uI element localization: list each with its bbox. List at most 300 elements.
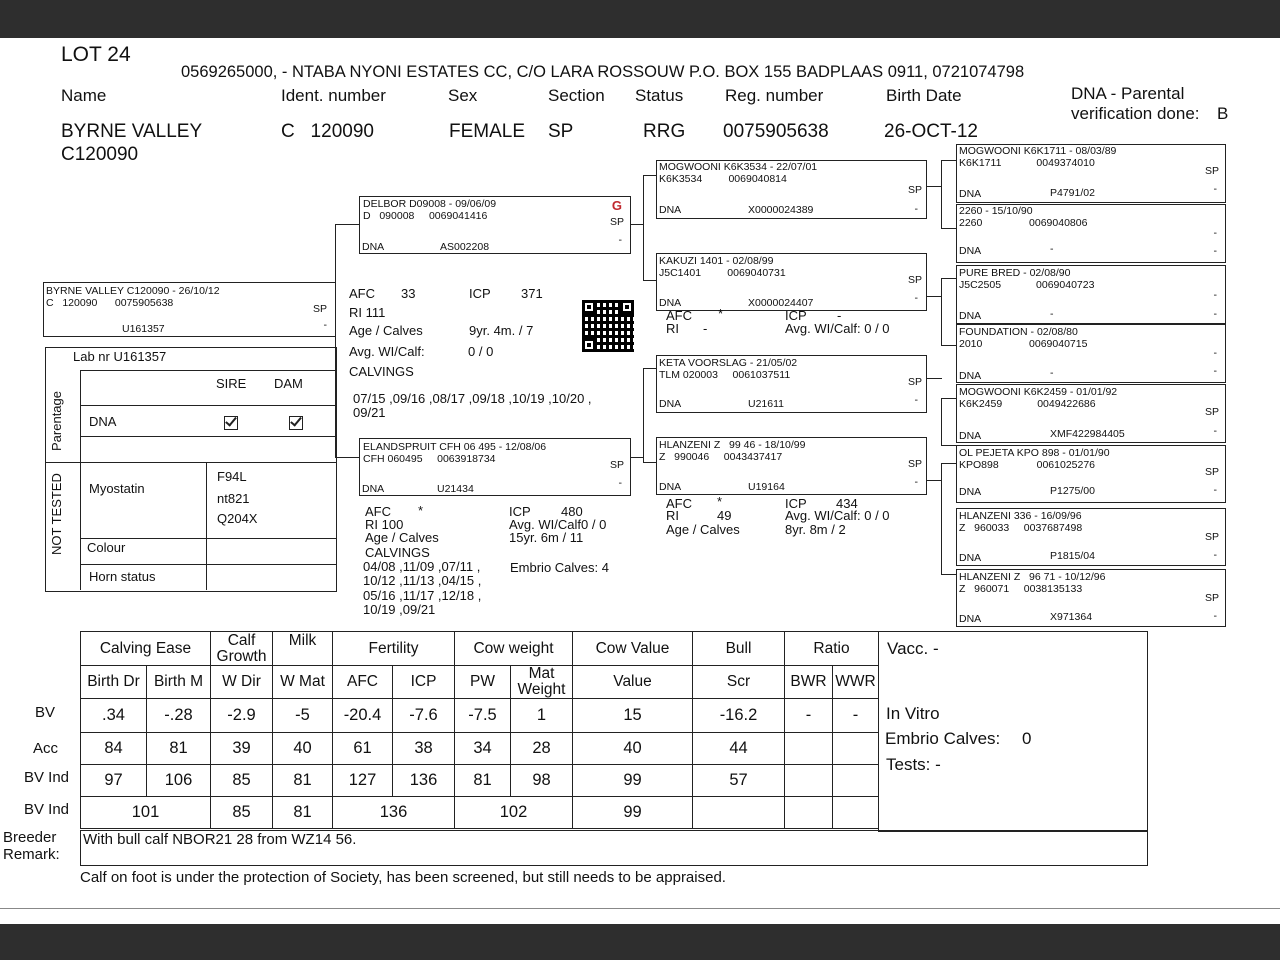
ggp-section: SP <box>1204 466 1219 478</box>
dam-wi: Avg. WI/Calf0 / 0 <box>509 517 607 532</box>
dam-calvings-line: 10/19 ,09/21 <box>363 602 436 617</box>
table-cell: 81 <box>273 765 333 797</box>
dam-calvings-line: 05/16 ,11/17 ,12/18 , <box>363 588 482 603</box>
gp-ids: TLM 020003 0061037511 <box>659 369 791 381</box>
animal-title: BYRNE VALLEY C120090 - 26/10/12 <box>46 285 220 297</box>
ggp-dna-label: DNA <box>959 613 982 625</box>
grandparent-box <box>656 437 927 495</box>
gp-dash: - <box>914 203 918 215</box>
value-reg: 0075905638 <box>723 121 829 142</box>
gp-title: KAKUZI 1401 - 02/08/99 <box>659 255 774 267</box>
gp4-icp-value: 434 <box>836 496 858 511</box>
group-header: Milk <box>273 632 333 666</box>
pedigree-line <box>643 175 657 176</box>
row-label: Acc <box>33 740 59 757</box>
table-cell <box>785 733 833 765</box>
ggp-title: PURE BRED - 02/08/90 <box>959 267 1071 279</box>
breeding-values-table <box>80 631 879 829</box>
remark-box <box>80 830 1148 866</box>
lab-divider <box>80 370 81 590</box>
self-age-label: Age / Calves <box>349 323 423 338</box>
gp-dash: - <box>914 292 918 304</box>
pedigree-line <box>941 445 957 446</box>
group-header: Bull <box>693 632 785 666</box>
dam-check-icon <box>289 416 303 430</box>
ggp-dash: - <box>1213 308 1217 320</box>
table-cell: 99 <box>573 765 693 797</box>
ggp-dna-label: DNA <box>959 310 982 322</box>
pedigree-line <box>927 296 942 297</box>
gp2-afc-value: * <box>718 306 724 321</box>
pedigree-line <box>941 160 942 229</box>
ggp-dash: - <box>1213 425 1217 437</box>
table-cell: 81 <box>273 797 333 829</box>
table-cell: 81 <box>455 765 511 797</box>
group-header: Ratio <box>785 632 879 666</box>
ggp-section: SP <box>1204 531 1219 543</box>
ggp-ids: Z 960071 0038135133 <box>959 583 1083 595</box>
dam-title: ELANDSPRUIT CFH 06 495 - 12/08/06 <box>363 441 547 453</box>
table-cell: 102 <box>455 797 573 829</box>
ggp-dna-code: - <box>1050 308 1054 320</box>
gp-section: SP <box>907 184 922 196</box>
row-label: BV <box>35 704 56 721</box>
sire-ids: D 090008 0069041416 <box>363 210 488 222</box>
self-afc-value: 33 <box>401 286 416 301</box>
table-cell: - <box>833 699 879 733</box>
myostatin-label: Myostatin <box>89 481 145 496</box>
pedigree-line <box>630 457 644 458</box>
table-cell: 38 <box>393 733 455 765</box>
ggp-dna-label: DNA <box>959 486 982 498</box>
ggp-dash: - <box>1213 365 1217 377</box>
lot-number: LOT 24 <box>61 43 131 66</box>
ggp-dash: - <box>1213 227 1217 239</box>
colour-label: Colour <box>87 540 126 555</box>
ggp-dna-code: P4791/02 <box>1050 187 1095 199</box>
stud-logo-icon: G <box>611 198 622 213</box>
label-section: Section <box>548 86 605 105</box>
pedigree-line <box>643 368 657 369</box>
gp-dna-code: X0000024407 <box>748 297 814 309</box>
gp-section: SP <box>907 376 922 388</box>
great-grandparent-box <box>956 445 1226 503</box>
ggp-dash: - <box>1213 549 1217 561</box>
gp2-ri-value: - <box>703 321 708 336</box>
table-cell: 39 <box>211 733 273 765</box>
ggp-title: MOGWOONI K6K1711 - 08/03/89 <box>959 145 1117 157</box>
table-cell: 97 <box>81 765 147 797</box>
embrio-value: 0 <box>1022 729 1032 748</box>
column-header: Scr <box>693 666 785 699</box>
lab-divider <box>80 370 336 371</box>
gp-dna-label: DNA <box>659 481 682 493</box>
table-cell: 28 <box>511 733 573 765</box>
table-cell: 84 <box>81 733 147 765</box>
pedigree-line <box>643 175 644 280</box>
self-age-value: 9yr. 4m. / 7 <box>469 323 534 338</box>
ggp-title: FOUNDATION - 02/08/80 <box>959 326 1078 338</box>
gp-dna-label: DNA <box>659 398 682 410</box>
dam-dna-label: DNA <box>362 483 385 495</box>
table-cell: 136 <box>333 797 455 829</box>
dam-ids: CFH 060495 0063918734 <box>363 453 496 465</box>
ggp-section: SP <box>1204 165 1219 177</box>
ggp-dna-code: P1275/00 <box>1050 485 1095 497</box>
ggp-dash: - <box>1213 347 1217 359</box>
lab-divider <box>80 564 336 565</box>
ggp-dash: - <box>1213 289 1217 301</box>
great-grandparent-box <box>956 144 1226 203</box>
table-cell: -7.5 <box>455 699 511 733</box>
animal-dash: - <box>323 319 327 331</box>
ggp-title: HLANZENI Z 96 71 - 10/12/96 <box>959 571 1106 583</box>
not-tested-label: NOT TESTED <box>49 473 64 555</box>
value-name-2: C120090 <box>61 144 139 165</box>
table-cell: 1 <box>511 699 573 733</box>
value-ident: C 120090 <box>281 121 374 142</box>
ggp-ids: K6K2459 0049422686 <box>959 398 1096 410</box>
lab-divider <box>80 538 336 539</box>
table-cell: 99 <box>573 797 693 829</box>
pedigree-line <box>643 280 657 281</box>
table-cell: 15 <box>573 699 693 733</box>
row-label: BV Ind <box>24 769 70 786</box>
dam-embrio: Embrio Calves: 4 <box>510 560 609 575</box>
sire-dna-label: DNA <box>362 241 385 253</box>
table-cell: 85 <box>211 765 273 797</box>
gp-section: SP <box>907 458 922 470</box>
group-header: Calving Ease <box>81 632 211 666</box>
row-label: BV Ind <box>24 801 70 818</box>
sire-dna-code: AS002208 <box>440 241 490 253</box>
lab-divider <box>80 405 336 406</box>
pedigree-line <box>941 160 957 161</box>
gp-dash: - <box>914 394 918 406</box>
group-header: Cow weight <box>455 632 573 666</box>
ggp-dash: - <box>1213 610 1217 622</box>
table-cell <box>833 765 879 797</box>
great-grandparent-box <box>956 324 1226 383</box>
sire-title: DELBOR D09008 - 09/06/09 <box>363 198 497 210</box>
label-dna: DNA - Parental <box>1071 84 1185 103</box>
table-cell: -5 <box>273 699 333 733</box>
pedigree-line <box>335 224 360 225</box>
divider <box>0 908 1280 909</box>
ggp-ids: 2010 0069040715 <box>959 338 1088 350</box>
gp4-ri-value: 49 <box>717 508 732 523</box>
group-header: Fertility <box>333 632 455 666</box>
lab-divider <box>206 462 207 590</box>
animal-section: SP <box>312 303 327 315</box>
table-cell: 98 <box>511 765 573 797</box>
ggp-dna-code: P1815/04 <box>1050 550 1095 562</box>
sire-dash: - <box>618 234 622 246</box>
qr-code-icon <box>582 300 634 352</box>
dam-box <box>359 438 631 496</box>
gp-dna-label: DNA <box>659 297 682 309</box>
table-cell: 34 <box>455 733 511 765</box>
table-cell: -20.4 <box>333 699 393 733</box>
vacc-box <box>878 631 1148 832</box>
grandparent-box <box>656 160 927 219</box>
table-cell: -.28 <box>147 699 211 733</box>
gp4-ri-label: RI <box>666 508 679 523</box>
table-cell: 101 <box>81 797 211 829</box>
gp2-afc-label: AFC <box>666 308 692 323</box>
lab-box <box>45 347 337 592</box>
pedigree-line <box>941 345 957 346</box>
column-header: BWR <box>785 666 833 699</box>
pedigree-line <box>941 574 957 575</box>
ggp-ids: KPO898 0061025276 <box>959 459 1096 471</box>
animal-box <box>43 282 336 337</box>
self-wi-label: Avg. WI/Calf: <box>349 344 425 359</box>
label-dna-2: verification done: <box>1071 104 1200 123</box>
gp2-ri-label: RI <box>666 321 679 336</box>
ggp-dna-code: - <box>1050 367 1054 379</box>
gp-ids: Z 990046 0043437417 <box>659 451 783 463</box>
table-cell: 61 <box>333 733 393 765</box>
ggp-ids: K6K1711 0049374010 <box>959 157 1095 169</box>
gp-title: KETA VOORSLAG - 21/05/02 <box>659 357 798 369</box>
animal-dna-code: U161357 <box>122 323 165 335</box>
dam-icp-label: ICP <box>509 504 531 519</box>
self-calvings-line: 09/21 <box>353 405 386 420</box>
great-grandparent-box <box>956 508 1226 566</box>
label-reg: Reg. number <box>725 86 824 105</box>
table-cell: 136 <box>393 765 455 797</box>
pedigree-line <box>941 278 942 346</box>
column-header: Mat Weight <box>511 666 573 699</box>
pedigree-line <box>941 398 957 399</box>
self-ri: RI 111 <box>349 305 386 320</box>
sire-box <box>359 196 631 254</box>
table-cell: .34 <box>81 699 147 733</box>
self-icp-value: 371 <box>521 286 543 301</box>
column-header: W Mat <box>273 666 333 699</box>
gp2-icp-label: ICP <box>785 308 807 323</box>
pedigree-line <box>941 463 957 464</box>
ggp-dna-label: DNA <box>959 552 982 564</box>
value-status: RRG <box>643 121 686 142</box>
lab-number: Lab nr U161357 <box>73 349 167 364</box>
dam-afc-value: * <box>418 503 424 518</box>
great-grandparent-box <box>956 569 1226 627</box>
ggp-ids: Z 960033 0037687498 <box>959 522 1083 534</box>
ggp-dash: - <box>1213 245 1217 257</box>
lab-divider <box>46 462 336 463</box>
table-cell: 40 <box>273 733 333 765</box>
label-name: Name <box>61 86 107 105</box>
gp4-afc-value: * <box>717 494 723 509</box>
ggp-dash: - <box>1213 484 1217 496</box>
bottom-bar <box>0 924 1280 960</box>
dam-afc-label: AFC <box>365 504 391 519</box>
gp-title: HLANZENI Z 99 46 - 18/10/99 <box>659 439 806 451</box>
gp-dna-code: U19164 <box>748 481 785 493</box>
table-cell <box>833 733 879 765</box>
table-cell: - <box>785 699 833 733</box>
table-cell <box>833 797 879 829</box>
table-cell: -7.6 <box>393 699 455 733</box>
gp-dna-code: X0000024389 <box>748 204 814 216</box>
gp-section: SP <box>907 274 922 286</box>
pedigree-line <box>643 368 644 463</box>
gp4-age-label: Age / Calves <box>666 522 740 537</box>
tests-label: Tests: - <box>886 755 941 774</box>
table-cell: 85 <box>211 797 273 829</box>
table-row <box>81 733 879 765</box>
ggp-title: HLANZENI 336 - 16/09/96 <box>959 510 1082 522</box>
table-cell: 44 <box>693 733 785 765</box>
ggp-dna-label: DNA <box>959 430 982 442</box>
ggp-section: SP <box>1204 406 1219 418</box>
dam-age-value: 15yr. 6m / 11 <box>509 530 584 545</box>
ggp-ids: J5C2505 0069040723 <box>959 279 1095 291</box>
self-calvings-line: 07/15 ,09/16 ,08/17 ,09/18 ,10/19 ,10/20 , <box>353 391 592 406</box>
pedigree-line <box>927 480 942 481</box>
dam-calvings-line: 04/08 ,11/09 ,07/11 , <box>363 559 481 574</box>
dam-calvings-label: CALVINGS <box>365 545 430 560</box>
owner-line: 0569265000, - NTABA NYONI ESTATES CC, C/O LARA ROSSOUW P.O. BOX 155 BADPLAAS 0911, 0721074798 <box>181 63 1025 81</box>
myostatin-value: Q204X <box>217 511 258 526</box>
self-wi-value: 0 / 0 <box>468 344 494 359</box>
ggp-dna-code: - <box>1050 243 1054 255</box>
pedigree-line <box>941 228 957 229</box>
table-cell: 57 <box>693 765 785 797</box>
ggp-dna-code: XMF422984405 <box>1050 428 1125 440</box>
remark-label: Breeder <box>3 829 57 846</box>
table-row <box>81 765 879 797</box>
sire-check-icon <box>224 416 238 430</box>
column-header: WWR <box>833 666 879 699</box>
group-header: Calf Growth <box>211 632 273 666</box>
self-icp-label: ICP <box>469 286 491 301</box>
pedigree-line <box>643 462 657 463</box>
label-sex: Sex <box>448 86 478 105</box>
table-row <box>81 666 879 699</box>
footer-note: Calf on foot is under the protection of Society, has been screened, but still needs to be appraised. <box>80 869 726 886</box>
horn-label: Horn status <box>89 569 156 584</box>
gp-dash: - <box>914 476 918 488</box>
dam-section: SP <box>609 459 624 471</box>
ggp-title: 2260 - 15/10/90 <box>959 205 1033 217</box>
gp4-icp-label: ICP <box>785 496 807 511</box>
ggp-dna-code: X971364 <box>1050 611 1093 623</box>
table-cell <box>785 797 833 829</box>
animal-ids: C 120090 0075905638 <box>46 297 174 309</box>
pedigree-line <box>630 224 644 225</box>
ggp-ids: 2260 0069040806 <box>959 217 1088 229</box>
value-sex: FEMALE <box>449 121 526 142</box>
column-header: W Dir <box>211 666 273 699</box>
sire-header: SIRE <box>216 376 247 391</box>
table-cell: 81 <box>147 733 211 765</box>
column-header: Birth Dr <box>81 666 147 699</box>
gp4-afc-label: AFC <box>666 496 692 511</box>
value-section: SP <box>548 121 574 142</box>
ggp-section: SP <box>1204 592 1219 604</box>
gp-ids: J5C1401 0069040731 <box>659 267 786 279</box>
gp4-wi: Avg. WI/Calf: 0 / 0 <box>785 508 890 523</box>
table-cell: -2.9 <box>211 699 273 733</box>
pedigree-line <box>941 398 942 446</box>
invitro-label: In Vitro <box>886 704 940 723</box>
remark-label-2: Remark: <box>3 846 60 863</box>
column-header: ICP <box>393 666 455 699</box>
parentage-label: Parentage <box>49 391 64 451</box>
dam-header: DAM <box>274 376 303 391</box>
column-header: AFC <box>333 666 393 699</box>
column-header: Value <box>573 666 693 699</box>
pedigree-line <box>335 457 360 458</box>
label-birth: Birth Date <box>886 86 962 105</box>
group-header: Cow Value <box>573 632 693 666</box>
dam-ri: RI 100 <box>365 517 404 532</box>
dam-icp-value: 480 <box>561 504 583 519</box>
top-bar <box>0 0 1280 38</box>
value-name: BYRNE VALLEY <box>61 121 203 142</box>
gp-ids: K6K3534 0069040814 <box>659 173 787 185</box>
sire-section: SP <box>609 216 624 228</box>
label-ident: Ident. number <box>281 86 386 105</box>
dam-age-label: Age / Calves <box>365 530 439 545</box>
dam-dna-code: U21434 <box>437 483 474 495</box>
self-afc-label: AFC <box>349 286 375 301</box>
table-row <box>81 797 879 829</box>
pedigree-line <box>941 463 942 574</box>
grandparent-box <box>656 355 927 413</box>
gp4-age-value: 8yr. 8m / 2 <box>785 522 846 537</box>
gp2-wi: Avg. WI/Calf: 0 / 0 <box>785 321 890 336</box>
table-cell: 127 <box>333 765 393 797</box>
vacc-label: Vacc. - <box>887 639 939 658</box>
gp-dna-code: U21611 <box>748 398 785 410</box>
myostatin-value: nt821 <box>217 491 250 506</box>
lab-divider <box>80 436 336 437</box>
embrio-label: Embrio Calves: <box>885 729 1001 748</box>
table-row <box>81 632 879 666</box>
table-cell: 40 <box>573 733 693 765</box>
ggp-dna-label: DNA <box>959 245 982 257</box>
gp2-icp-value: - <box>837 308 842 323</box>
dam-dash: - <box>618 477 622 489</box>
pedigree-line <box>927 378 942 379</box>
ggp-title: MOGWOONI K6K2459 - 01/01/92 <box>959 386 1118 398</box>
table-cell <box>693 797 785 829</box>
myostatin-value: F94L <box>217 469 247 484</box>
label-status: Status <box>635 86 684 105</box>
pedigree-line <box>941 278 957 279</box>
gp-dna-label: DNA <box>659 204 682 216</box>
ggp-title: OL PEJETA KPO 898 - 01/01/90 <box>959 447 1110 459</box>
value-birth: 26-OCT-12 <box>884 121 978 142</box>
great-grandparent-box <box>956 384 1226 443</box>
self-calvings-label: CALVINGS <box>349 364 414 379</box>
dna-label: DNA <box>89 414 117 429</box>
column-header: Birth M <box>147 666 211 699</box>
ggp-dna-label: DNA <box>959 370 982 382</box>
table-cell: -16.2 <box>693 699 785 733</box>
ggp-dash: - <box>1213 183 1217 195</box>
great-grandparent-box <box>956 204 1226 263</box>
table-row <box>81 699 879 733</box>
ggp-dna-label: DNA <box>959 188 982 200</box>
value-dna: B <box>1217 104 1229 123</box>
remark-text: With bull calf NBOR21 28 from WZ14 56. <box>83 831 357 848</box>
gp-title: MOGWOONI K6K3534 - 22/07/01 <box>659 161 818 173</box>
